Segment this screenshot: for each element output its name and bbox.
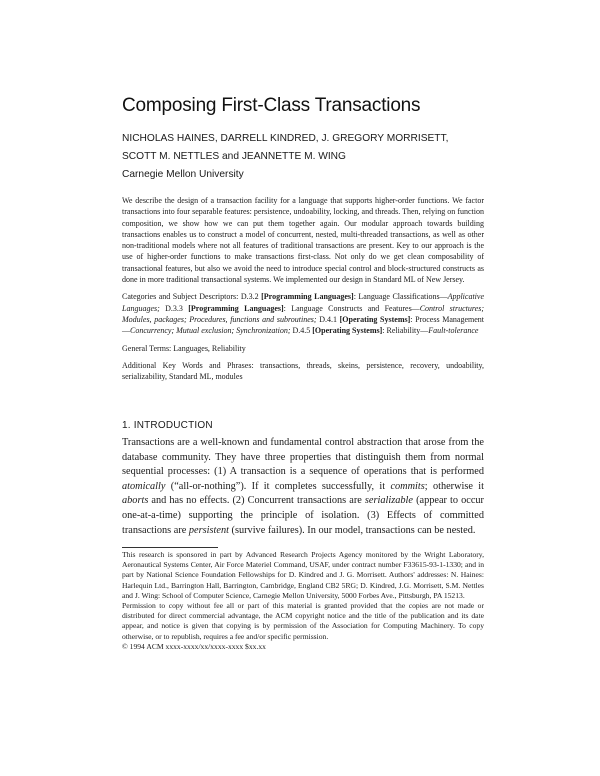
category-italic-2: Control structures; Modules, packages; Procedures, functions and subroutines;	[122, 303, 484, 324]
footnote-block	[122, 550, 484, 652]
intro-italic-1: atomically	[122, 480, 166, 492]
category-text-5: : Process Management—	[122, 314, 484, 336]
category-bold-4: [Operating Systems]	[312, 326, 383, 336]
author-line-1: NICHOLAS HAINES, DARRELL KINDRED, J. GREGORY MORRISETT,	[122, 133, 449, 144]
general-terms: General Terms: Languages, Reliability	[122, 343, 246, 353]
category-text-1: : Language Classifications—	[353, 292, 448, 302]
category-text-7: : Reliability—	[382, 326, 429, 336]
category-bold-2: [Programming Languages]	[188, 303, 284, 313]
author-block	[122, 130, 502, 184]
abstract-text: We describe the design of a transaction facility for a language that supports higher-order functions. We factor transactions into four separable features: persistence, undoability, locking, and threads. Then, relying on function composition, we show how we can put them together again. Our modular approach towards building transactions enables us to construct a model of concurrent, nested, multi-threaded transactions, as well as other non-traditional models where not all features of traditional transactions are present. Key to our approach is the use of higher-order functions to make transactions first-class. Not only do we get clean composability of transactional features, but also we avoid the need to introduce special control and block-structured constructs as done in more traditional transactional systems. We implemented our design in Standard ML of New Jersey.	[122, 196, 484, 285]
category-text-6: D.4.5	[290, 326, 313, 336]
intro-text-3: ; otherwise it	[424, 480, 485, 492]
affiliation: Carnegie Mellon University	[122, 169, 244, 180]
intro-italic-5: persistent	[188, 524, 229, 536]
intro-text-6: (survive failures). In our model, transactions can be nested.	[228, 524, 476, 536]
category-italic-4: Fault-tolerance	[428, 326, 479, 336]
category-italic-3: Concurrency; Mutual exclusion; Synchronization;	[130, 326, 291, 336]
category-bold-3: [Operating Systems]	[339, 314, 411, 324]
funding-note: This research is sponsored in part by Advanced Research Projects Agency monitored by the Wright Laboratory, Aeronautical Systems Center, Air Force Materiel Command, USAF, under contract number F33615-93-1-1330; and in part by National Science Foundation Fellowships for D. Kindred and J. G. Morrisett. Authors' addresses: N. Haines: Harlequin Ltd., Barrington Hall, Barrington, Cambridge, England CB2 5RG; D. Kindred, J.G. Morrisett, S.M. Nettles and J. Wing: School of Computer Science, Carnegie Mellon University, 5000 Forbes Ave., Pittsburgh, PA 15213.	[122, 550, 484, 600]
paper-title: Composing First-Class Transactions	[122, 95, 421, 116]
copyright-line: © 1994 ACM xxxx-xxxx/xx/xxxx-xxxx $xx.xx	[122, 641, 266, 651]
intro-text-5: (appear to occur one-at-a-time) supporting the principle of isolation. (3) Effects of committed transactions are	[122, 495, 484, 536]
category-text-4: D.4.1	[316, 314, 340, 324]
section-heading-introduction: 1. INTRODUCTION	[122, 420, 213, 431]
introduction-paragraph	[122, 436, 484, 538]
footnote-rule	[122, 547, 218, 548]
categories-lead: Categories and Subject Descriptors: D.3.2	[122, 292, 262, 302]
intro-text-4: and has no effects. (2) Concurrent transactions are	[148, 495, 365, 507]
intro-italic-4: serializable	[364, 495, 413, 507]
category-text-2: D.3.3	[159, 303, 189, 313]
category-bold-1: [Programming Languages]	[261, 292, 354, 302]
permission-note: Permission to copy without fee all or part of this material is granted provided that the copies are not made or distributed for direct commercial advantage, the ACM copyright notice and the title of the publication and its date appear, and notice is given that copying is by permission of the Association for Computing Machinery. To copy otherwise, or to republish, requires a fee and/or specific permission.	[122, 601, 484, 641]
intro-italic-2: commits	[390, 480, 425, 492]
author-line-2: SCOTT M. NETTLES and JEANNETTE M. WING	[122, 151, 346, 162]
categories-descriptors	[122, 291, 484, 336]
keywords: Additional Key Words and Phrases: transactions, threads, skeins, persistence, recovery, undoability, serializability, Standard ML, modules	[122, 360, 484, 382]
category-italic-1: Applicative Languages;	[122, 292, 484, 313]
intro-text-1: Transactions are a well-known and fundamental control abstraction that arose from the database community. They have three properties that distinguish them from normal sequential processes: (1) A transaction is a sequence of operations that is performed	[122, 437, 484, 478]
abstract-block	[122, 195, 484, 388]
intro-italic-3: aborts	[122, 495, 149, 507]
category-text-3: : Language Constructs and Features—	[283, 303, 420, 313]
intro-text-2: (“all-or-nothing”). If it completes successfully, it	[165, 480, 391, 492]
